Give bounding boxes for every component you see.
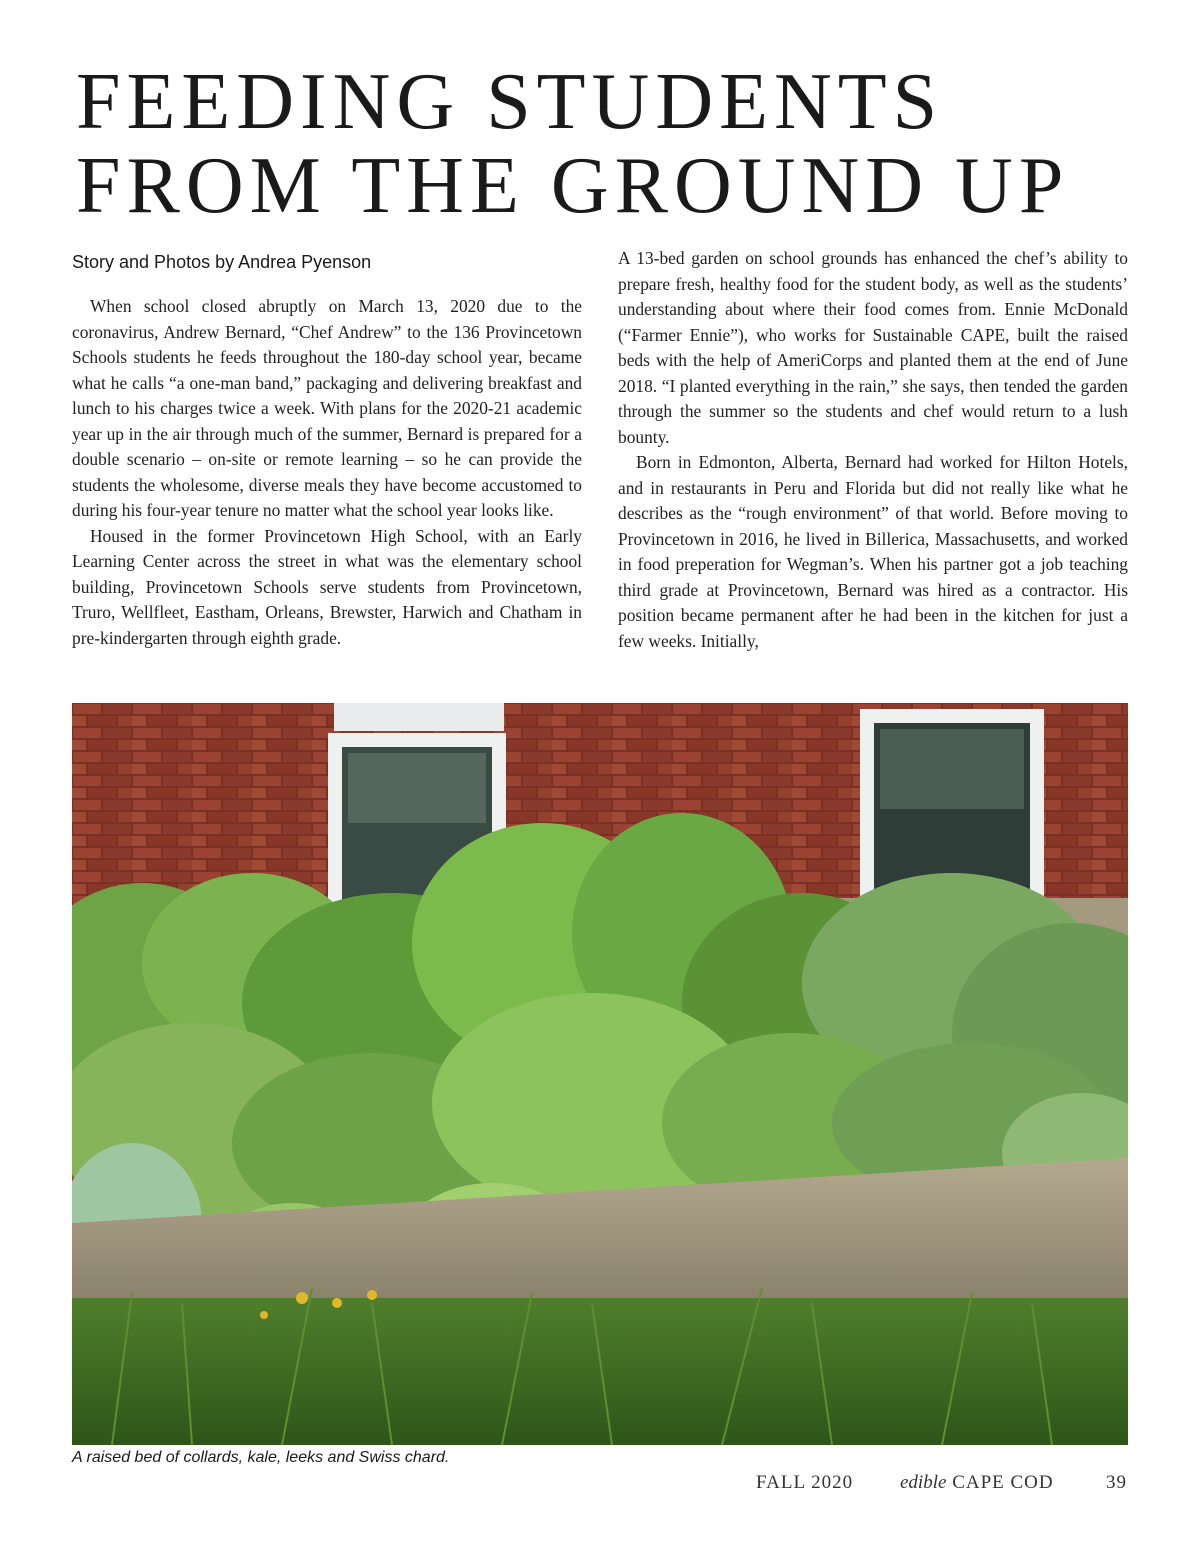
footer-publication bbox=[900, 1472, 1054, 1494]
paragraph: Born in Edmonton, Alberta, Bernard had worked for Hilton Hotels, and in restaurants in Peru and Florida but did not really like what he describes as the “rough environment” of that world. Before moving to Provincetown in 2016, he lived in Billerica, Massachusetts, and worked in food preperation for Wegman’s. When his partner got a job teaching third grade at Provincetown, Bernard was hired as a contractor. His position became permanent after he had been in the kitchen for just a few weeks. Initially, bbox=[618, 452, 1128, 651]
title-line-1: FEEDING STUDENTS bbox=[76, 58, 944, 146]
title-line-2: FROM THE GROUND UP bbox=[76, 142, 1070, 230]
publication-name: CAPE COD bbox=[946, 1472, 1054, 1493]
byline: Story and Photos by Andrea Pyenson bbox=[72, 252, 372, 272]
photo-caption: A raised bed of collards, kale, leeks and Swiss chard. bbox=[72, 1449, 450, 1466]
garden-photo bbox=[72, 703, 1128, 1445]
paragraph: Housed in the former Provincetown High School, with an Early Learning Center across the street in what was the elementary school building, Provincetown Schools serve students from Provincetown, Truro, Wellfleet, Eastham, Orleans, Brewster, Harwich and Chatham in pre-kindergarten through eighth grade. bbox=[72, 525, 582, 648]
paragraph: A 13-bed garden on school grounds has enhanced the chef’s ability to prepare fresh, healthy food for the student body, as well as the students’ understanding about where their food comes from. Ennie McDonald (“Farmer Ennie”), who works for Sustainable CAPE, built the raised beds with the help of AmeriCorps and planted them at the end of June 2018. “I planted everything in the rain,” she says, then tended the garden through the summer so the students and chef would return to a lush bounty. bbox=[618, 248, 1128, 447]
right-column bbox=[618, 246, 1128, 654]
paragraph: When school closed abruptly on March 13, 2020 due to the coronavirus, Andrew Bernard, “Chef Andrew” to the 136 Provincetown Schools students he feeds throughout the 180-day school year, became what he calls “a one-man band,” packaging and delivering breakfast and lunch to his charges twice a week. With plans for the 2020-21 academic year up in the air through much of the summer, Bernard is prepared for a double scenario – on-site or remote learning – so he can provide the students the wholesome, diverse meals they have become accustomed to during his four-year tenure no matter what the school year looks like. bbox=[72, 296, 582, 520]
garden-illustration bbox=[72, 703, 1128, 1445]
left-column bbox=[72, 294, 582, 651]
footer-issue: FALL 2020 bbox=[756, 1472, 854, 1493]
article-title bbox=[76, 60, 1136, 228]
grass bbox=[72, 1298, 1128, 1445]
page-number: 39 bbox=[1106, 1472, 1127, 1493]
publication-italic: edible bbox=[900, 1472, 947, 1493]
